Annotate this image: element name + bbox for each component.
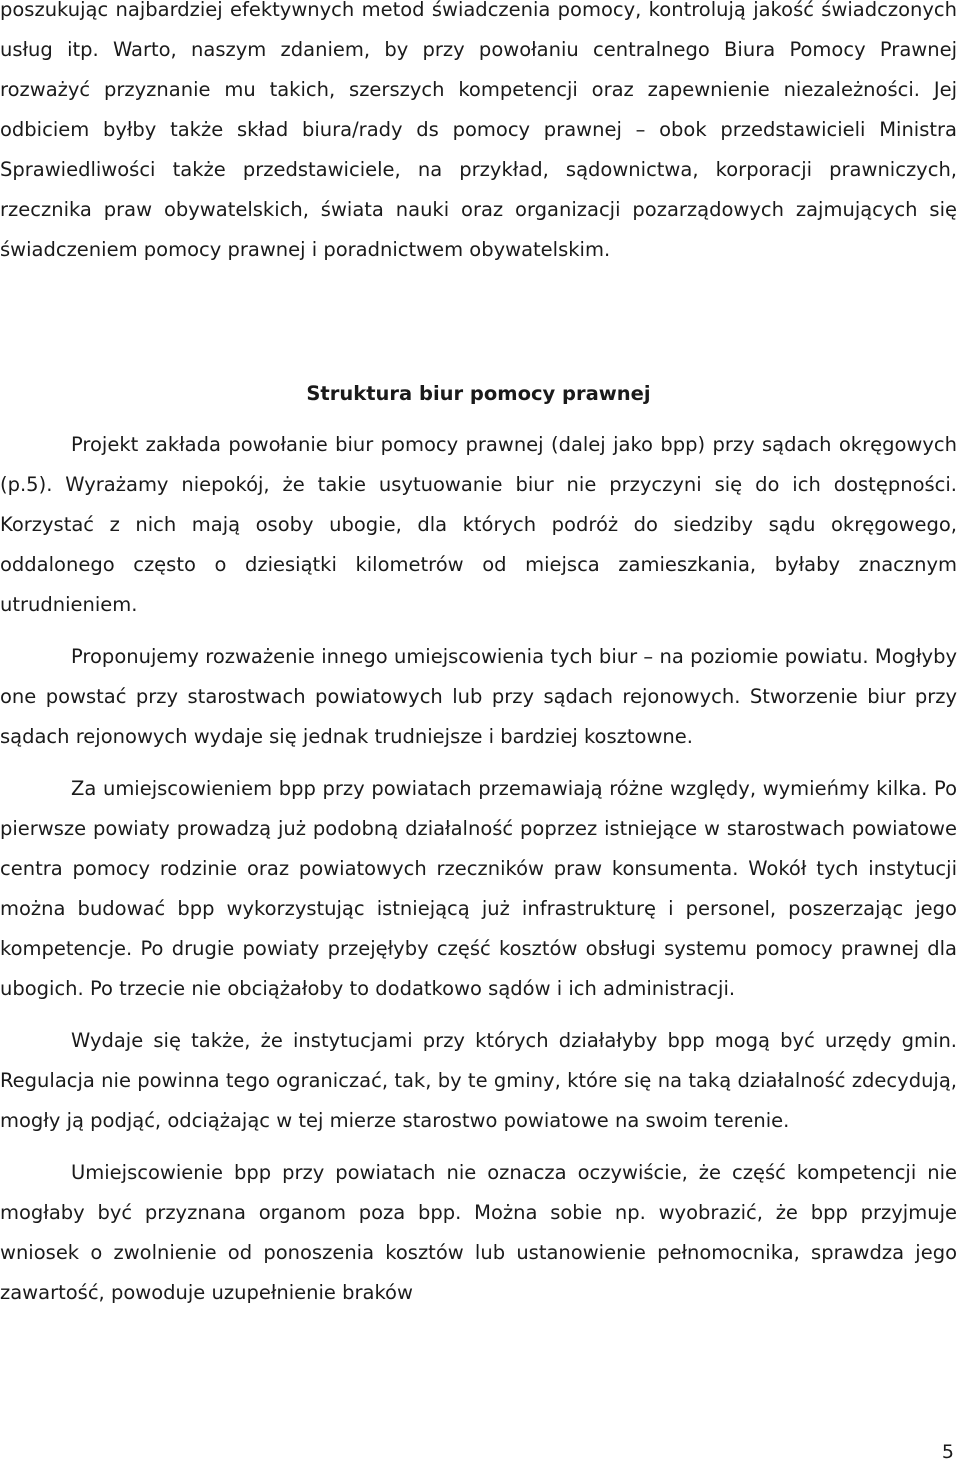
page-number: 5 [941,1441,954,1463]
paragraph: Projekt zakłada powołanie biur pomocy prawnej (dalej jako bpp) przy sądach okręgowych (p.5). Wyrażamy niepokój, że takie usytuowanie biur nie przyczyni się do ich dostępności. Korzystać z nich mają osoby ubogie, dla których podróż do siedziby sądu okręgowego, oddalonego często o dziesiątki kilometrów od miejsca zamieszkania, byłaby znacznym utrudnieniem. [0,433,957,616]
intro-text [0,0,957,270]
intro-paragraph: poszukując najbardziej efektywnych metod świadczenia pomocy, kontrolują jakość świadczonych usług itp. Warto, naszym zdaniem, by przy powołaniu centralnego Biura Pomocy Prawnej rozważyć przyznanie mu takich, szerszych kompetencji oraz zapewnienie niezależności. Jej odbiciem byłby także skład biura/rady ds pomocy prawnej – obok przedstawicieli Ministra Sprawiedliwości także przedstawiciele, na przykład, sądownictwa, korporacji prawniczych, rzecznika praw obywatelskich, świata nauki oraz organizacji pozarządowych zajmujących się świadczeniem pomocy prawnej i poradnictwem obywatelskim. [0,0,957,261]
paragraph: Umiejscowienie bpp przy powiatach nie oznacza oczywiście, że część kompetencji nie mogłaby być przyznana organom poza bpp. Można sobie np. wyobrazić, że bpp przyjmuje wniosek o zwolnienie od ponoszenia kosztów lub ustanowienie pełnomocnika, sprawdza jego zawartość, powoduje uzupełnienie braków [0,1161,957,1304]
section-heading: Struktura biur pomocy prawnej [306,382,651,405]
paragraph: Za umiejscowieniem bpp przy powiatach przemawiają różne względy, wymieńmy kilka. Po pierwsze powiaty prowadzą już podobną działalność poprzez istniejące w starostwach powiatowe centra pomocy rodzinie oraz powiatowych rzeczników praw konsumenta. Wokół tych instytucji można budować bpp wykorzystując istniejącą już infrastrukturę i personel, poszerzając jego kompetencje. Po drugie powiaty przejęłyby część kosztów obsługi systemu pomocy prawnej dla ubogich. Po trzecie nie obciążałoby to dodatkowo sądów i ich administracji. [0,777,957,1000]
section-body [0,425,957,1313]
paragraph: Wydaje się także, że instytucjami przy których działałyby bpp mogą być urzędy gmin. Regulacja nie powinna tego ograniczać, tak, by te gminy, które się na taką działalność zdecydują, mogły ją podjąć, odciążając w tej mierze starostwo powiatowe na swoim terenie. [0,1029,957,1132]
paragraph: Proponujemy rozważenie innego umiejscowienia tych biur – na poziomie powiatu. Mogłyby one powstać przy starostwach powiatowych lub przy sądach rejonowych. Stworzenie biur przy sądach rejonowych wydaje się jednak trudniejsze i bardziej kosztowne. [0,645,957,748]
